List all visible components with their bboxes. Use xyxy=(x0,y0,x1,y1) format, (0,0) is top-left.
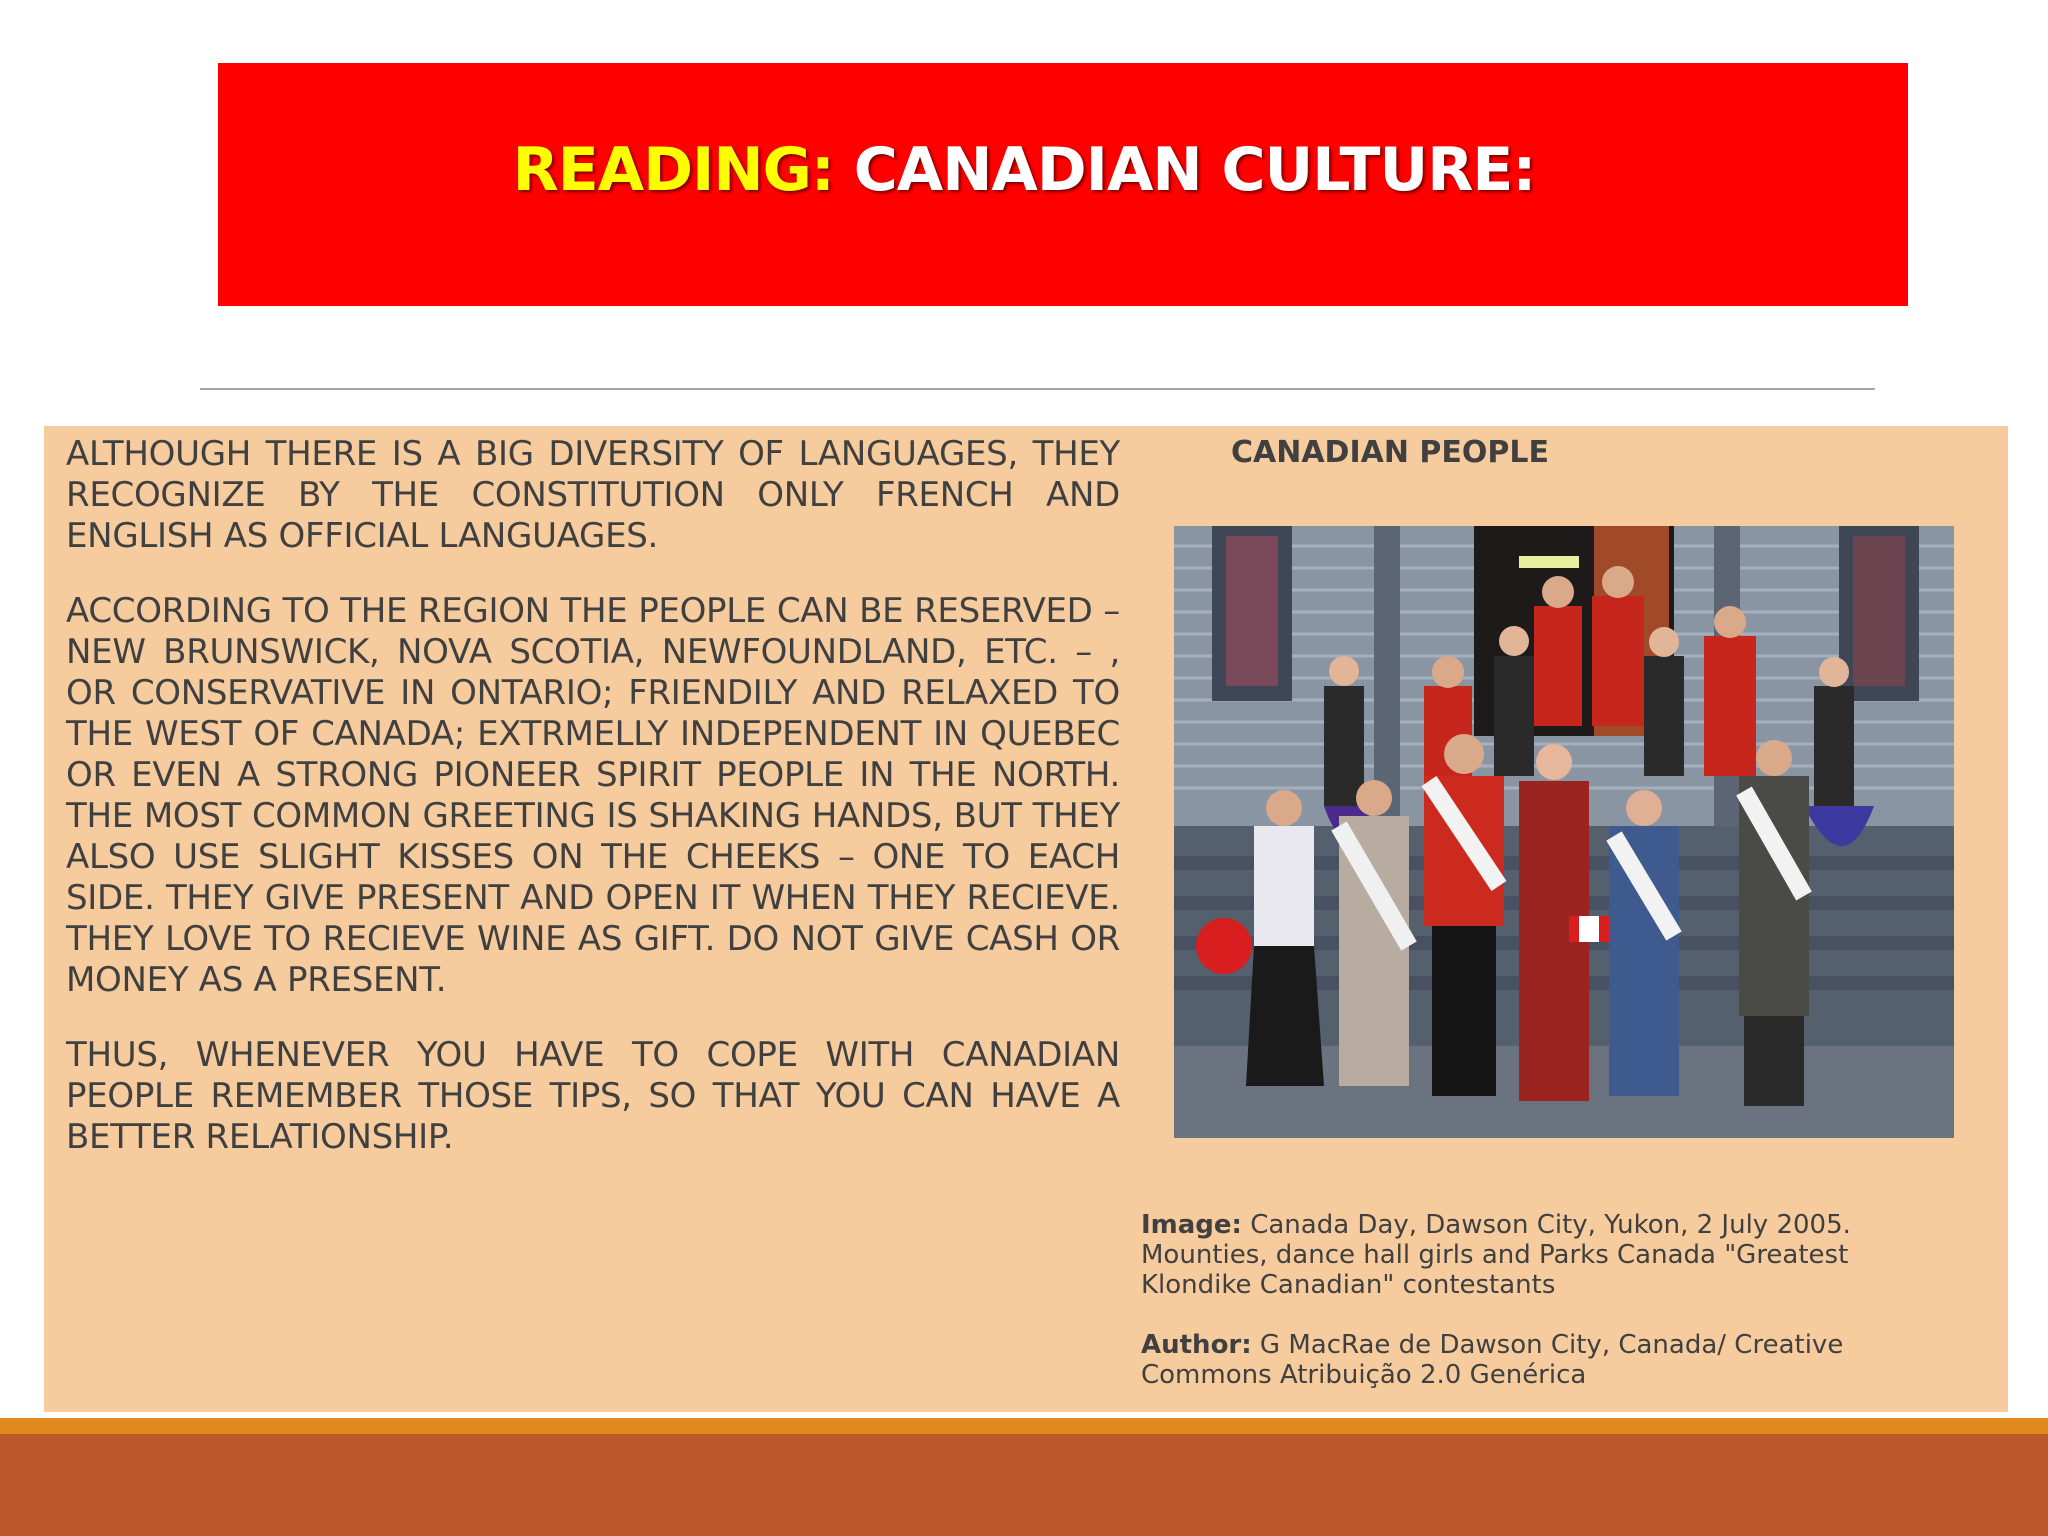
paragraph-conclusion: THUS, WHENEVER YOU HAVE TO COPE WITH CANADIAN PEOPLE REMEMBER THOSE TIPS, SO THAT YOU CAN HAVE A BETTER RELATIONSHIP. xyxy=(66,1035,1120,1157)
divider-line xyxy=(200,388,1875,390)
caption-author-text: G MacRae de Dawson City, Canada/ Creative Commons Atribuição 2.0 Genérica xyxy=(1141,1330,1844,1390)
footer-bar xyxy=(0,1434,2048,1536)
photo-caption xyxy=(1141,1210,1961,1420)
footer-stripe xyxy=(0,1418,2048,1434)
canadian-people-photo xyxy=(1174,526,1954,1138)
photo-heading: CANADIAN PEOPLE xyxy=(1231,435,1549,470)
caption-author xyxy=(1141,1330,1961,1390)
title-prefix: READING: xyxy=(512,135,834,205)
caption-author-label: Author: xyxy=(1141,1330,1252,1360)
paragraph-regions: ACCORDING TO THE REGION THE PEOPLE CAN BE RESERVED – NEW BRUNSWICK, NOVA SCOTIA, NEWFOUNDLAND, ETC. – , OR CONSERVATIVE IN ONTARIO; FRIENDILY AND RELAXED TO THE WEST OF CANADA; EXTRMELLY INDEPENDENT IN QUEBEC OR EVEN A STRONG PIONEER SPIRIT PEOPLE IN THE NORTH. THE MOST COMMON GREETING IS SHAKING HANDS, BUT THEY ALSO USE SLIGHT KISSES ON THE CHEEKS – ONE TO EACH SIDE. THEY GIVE PRESENT AND OPEN IT WHEN THEY RECIEVE. THEY LOVE TO RECIEVE WINE AS GIFT. DO NOT GIVE CASH OR MONEY AS A PRESENT. xyxy=(66,591,1120,1000)
caption-image xyxy=(1141,1210,1961,1300)
slide-title xyxy=(0,125,2048,215)
caption-image-label: Image: xyxy=(1141,1210,1242,1240)
body-text xyxy=(66,434,1120,1192)
paragraph-languages: ALTHOUGH THERE IS A BIG DIVERSITY OF LANGUAGES, THEY RECOGNIZE BY THE CONSTITUTION ONLY FRENCH AND ENGLISH AS OFFICIAL LANGUAGES. xyxy=(66,434,1120,556)
title-main: CANADIAN CULTURE: xyxy=(853,135,1536,205)
caption-image-text: Canada Day, Dawson City, Yukon, 2 July 2005. Mounties, dance hall girls and Parks Canada "Greatest Klondike Canadian" contestants xyxy=(1141,1210,1851,1300)
